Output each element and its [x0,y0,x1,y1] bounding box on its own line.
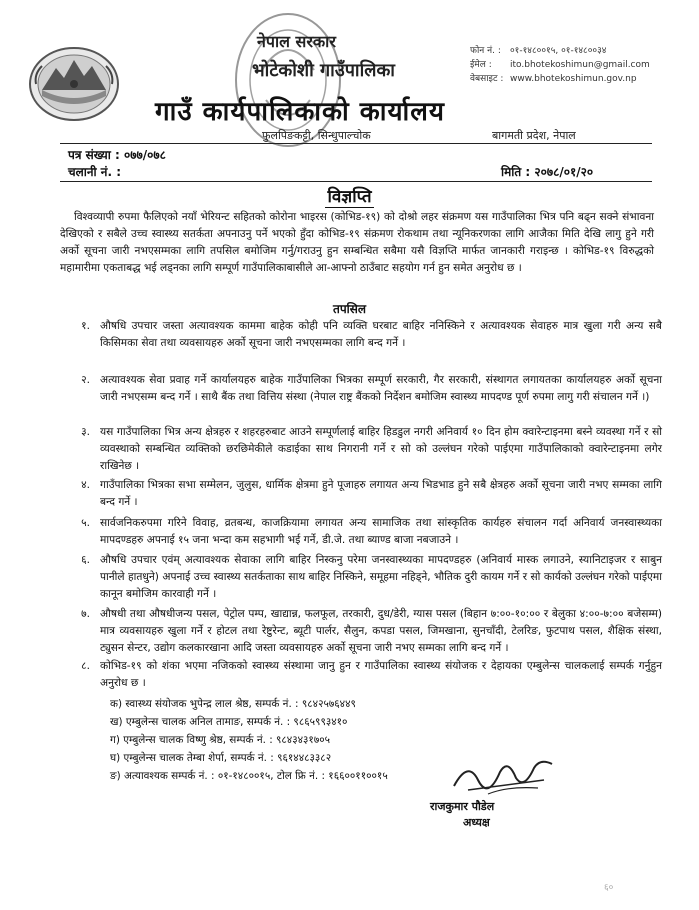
list-item-text: औषधि उपचार जस्ता अत्यावश्यक काममा बाहेक कोही पनि व्यक्ति घरबाट बाहिर ननिस्किने र अत्यावश्यक सेवाहरु मात्र खुला गरी अन्य सबै किसिमका सेवा तथा व्यवसायहरु अर्को सूचना जारी नभएसम्मका लागि बन्द गर्ने । [100,320,662,349]
signer-name: राजकुमार पौडेल [430,800,495,813]
list-item [52,318,662,352]
website-label: वेबसाइट : [470,74,504,84]
province: बागमती प्रदेश, नेपाल [492,129,576,142]
list-item [52,515,662,549]
handwritten-signature [448,750,558,800]
government-name: नेपाल सरकार [257,32,336,51]
list-item-number: ६. [81,554,90,566]
list-item-number: ७. [81,608,90,620]
list-item [52,477,662,511]
chalani-label: चलानी नं. : [68,165,122,179]
list-item-text: गाउँपालिका भित्रका सभा सम्मेलन, जुलुस, धार्मिक क्षेत्रमा हुने पूजाहरु लगायत अन्य भिडभाड हुने सबै क्षेत्रहरु अर्को सूचना जारी नभए सम्मका लागि बन्द गर्ने । [100,479,662,508]
list-item-text: यस गाउँपालिका भित्र अन्य क्षेत्रहरु र शहरहरुबाट आउने सम्पूर्णलाई बाहिर हिडडुल नगरी अनिवार्य १० दिन होम क्वारेन्टाइनमा बस्ने व्यवस्था गर्ने र सो व्यवस्थाको सम्बन्धित व्यक्तिको छरछिमेकीले कडाईका साथ निगरानी गर्ने र सो को उल्लंघन गरेको पाईएमा गाउँपालिकाको क्वारेन्टाइनमा लगेर राखिनेछ । [100,426,662,472]
list-item-number: ३. [81,426,90,438]
list-item-text: औषधि उपचार एवंम् अत्यावश्यक सेवाका लागि बाहिर निस्कनु परेमा जनस्वास्थ्यका मापदण्डहरु (अनिवार्य मास्क लगाउने, स्यानिटाइजर र साबुन पानीले हातधुने) अपनाई उच्च स्वास्थ्य सतर्कताका साथ बाहिर निस्किने, समूहमा नहिड्ने, भौतिक दुरी कायम गर्ने र सो कार्यको उल्लंघन गरेको पाईएमा कानून बमोजिम कारवाही गर्ने । [100,554,662,600]
list-item-text: अत्यावश्यक सेवा प्रवाह गर्ने कार्यालयहरु बाहेक गाउँपालिका भित्रका सम्पूर्ण सरकारी, गैर सरकारी, संस्थागत लगायतका कार्यालयहरु अर्को सूचना जारी नभएसम्म बन्द गर्ने । साथै बैंक तथा वित्तिय संस्था (नेपाल राष्ट्र बैंकको निर्देशन बमोजिम स्वास्थ्य मापदण्ड पूर्ण रुपमा लागु गरी संचालन गर्ने ।) [100,374,662,403]
patra-label: पत्र संख्या : [68,148,120,162]
office-name: गाउँ कार्यपालिकाको कार्यालय [155,97,445,127]
contact-line: घ) एम्बुलेन्स चालक तेम्बा शेर्पा, सम्पर्क नं. : ९६१४४८३३८२ [110,752,332,764]
tapasil-heading: तपसिल [332,302,366,316]
chalani-number [68,163,121,180]
notice-title-text: विज्ञप्ति [327,187,372,207]
notice-intro: विश्वव्यापी रुपमा फैलिएको नयाँ भेरियन्ट सहितको कोरोना भाइरस (कोभिड-१९) को दोश्रो लहर संक्रमण यस गाउँपालिका भित्र पनि बढ्न सक्ने संभावना देखिएको र सबैले उच्च स्वास्थ्य सतर्कता अपनाउनु पर्ने भएको हुँदा कोभिड-१९ संक्रमण रोकथाम तथा न्यूनिकरणका लागि आजैका मिति देखि लागु हुने गरी अर्को सूचना जारी नभएसम्मका लागि तपसिल बमोजिम गर्नु/गराउनु हुन सम्बन्धित सबैमा यसै विज्ञप्ति मार्फत जानकारी गराइन्छ । कोभिड-१९ विरुद्धको महामारीमा एकताबद्ध भई लड्नका लागि सम्पूर्ण गाउँपालिकाबासीले आ-आफ्नो ठाउँबाट सहयोग गर्न हुन समेत अनुरोध छ । [60,211,654,274]
contact-line: ङ) अत्यावश्यक सम्पर्क नं. : ०१-१४८००१५, टोल फ्रि नं. : १६६००११००१५ [110,770,388,782]
signer-title: अध्यक्ष [463,816,490,829]
email-value: ito.bhotekoshimun@gmail.com [510,60,650,70]
date [501,163,593,180]
phone-row [470,44,695,58]
website-row [470,72,695,86]
email-row [470,58,695,72]
header-divider [60,143,652,144]
government-emblem-logo [26,44,122,124]
list-item-number: १. [81,320,90,332]
contact-line: क) स्वास्थ्य संयोजक भुपेन्द्र लाल श्रेष्ठ, सम्पर्क नं. : ९८४२५७६४४९ [110,698,356,710]
municipality-name: भोटेकोशी गाउँपालिका [252,60,395,81]
list-item-number: ५. [81,517,90,529]
list-item [52,606,662,657]
list-item-text: सार्वजनिकरुपमा गरिने विवाह, व्रतबन्ध, काजक्रियामा लगायत अन्य सामाजिक तथा सांस्कृतिक कार्यहरु संचालन गर्दा अनिवार्य जनस्वास्थ्यका मापदण्डहरु अपनाई १५ जना भन्दा कम सहभागी भई गर्ने, डी.जे. तथा ब्याण्ड बाजा नबजाउने । [100,517,662,546]
emergency-contacts-list [110,695,388,785]
list-item [52,552,662,603]
list-item [52,372,662,406]
page-mark: ६० [604,883,614,893]
date-label: मिति : [501,165,531,179]
office-address: फुलपिङकट्टी, सिन्धुपाल्चोक [262,129,371,142]
list-item [52,424,662,475]
phone-value: ०१-१४८००१५, ०१-१४८००३४ [510,46,607,56]
email-label: ईमेल : [470,60,492,70]
ref-divider [60,181,652,182]
contact-block [470,44,695,86]
contact-line: ग) एम्बुलेन्स चालक विष्णु श्रेष्ठ, सम्पर्क नं. : ९८४३४३१७०५ [110,734,331,746]
notice-title [0,184,699,207]
list-item-text: कोभिड-१९ को शंका भएमा नजिकको स्वास्थ्य संस्थामा जानु हुन र गाउँपालिका स्वास्थ्य संयोजक र देहायका एम्बुलेन्स चालकलाई सम्पर्क गर्नुहुन अनुरोध छ । [100,660,662,689]
list-item-number: २. [81,374,90,386]
list-item-number: ४. [81,479,90,491]
list-item [52,658,662,692]
date-value: २०७८/०१/२० [534,165,594,179]
contact-line: ख) एम्बुलेन्स चालक अनिल तामाङ, सम्पर्क नं. : ९८६५९९३४१० [110,716,348,728]
list-item-number: ८. [81,660,90,672]
patra-value: ०७७/०७८ [123,148,166,162]
list-item-text: औषधी तथा औषधीजन्य पसल, पेट्रोल पम्प, खाद्यान्न, फलफूल, तरकारी, दुध/डेरी, ग्यास पसल (बिहान ७:००-१०:०० र बेलुका ४:००-७:०० बजेसम्म) मात्र व्यवसायहरु खुला गर्ने र होटल तथा रेष्टुरेन्ट, ब्यूटी पार्लर, सैलुन, कपडा पसल, जिमखाना, सुनचाँदी, टेलरिङ, फुटपाथ पसल, शैक्षिक संस्था, ट्युसन सेन्टर, उद्योग कलकारखाना आदि जस्ता व्यवसायहरु अर्को सूचना जारी नभए सम्मका लागि बन्द गर्ने । [100,608,662,654]
patra-sankhya [68,146,166,163]
website-value: www.bhotekoshimun.gov.np [510,74,637,84]
phone-label: फोन नं. : [470,46,501,56]
